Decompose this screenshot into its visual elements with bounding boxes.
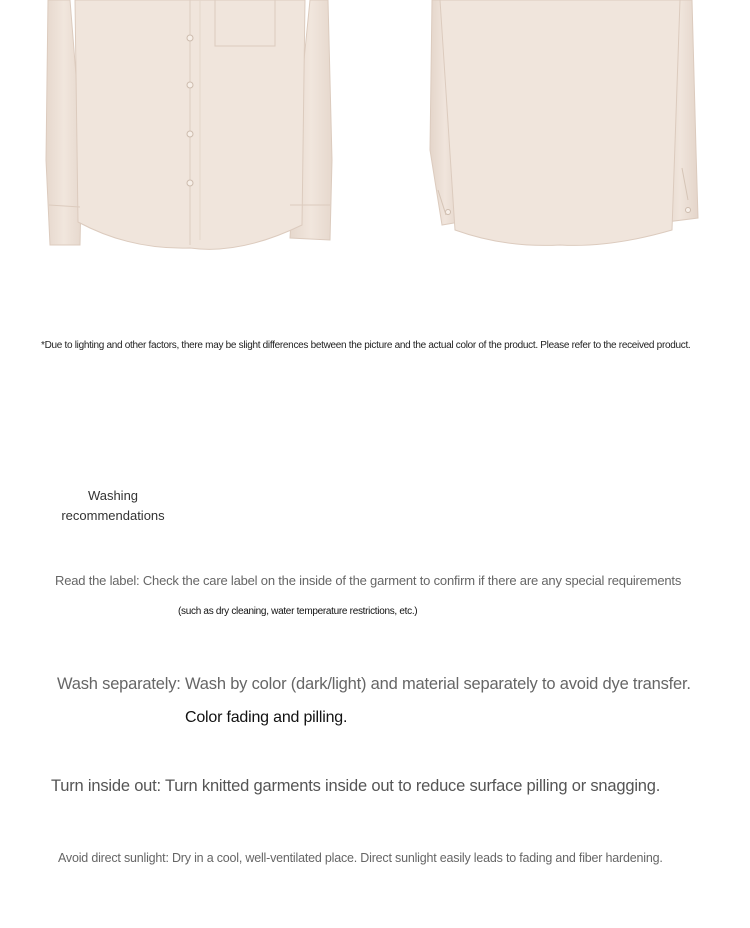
care-turn-inside-out: Turn inside out: Turn knitted garments inside out to reduce surface pilling or snagging. [51, 777, 661, 795]
color-disclaimer: *Due to lighting and other factors, there may be slight differences between the picture and the actual color of the product. Please refer to the received product. [41, 340, 691, 351]
washing-heading-line1: Washing [87, 488, 139, 503]
washing-recommendations-heading [48, 486, 178, 526]
care-avoid-sunlight: Avoid direct sunlight: Dry in a cool, well-ventilated place. Direct sunlight easily leads to fading and fiber hardening. [58, 851, 663, 865]
washing-heading-line2: recommendations [61, 508, 165, 523]
care-read-label-note: (such as dry cleaning, water temperature restrictions, etc.) [178, 606, 418, 617]
shirt-front-image [40, 0, 340, 260]
care-read-label: Read the label: Check the care label on the inside of the garment to confirm if there are any special requirements [55, 573, 682, 588]
shirt-back-image [410, 0, 710, 260]
care-wash-separately-note: Color fading and pilling. [185, 709, 348, 726]
care-wash-separately: Wash separately: Wash by color (dark/light) and material separately to avoid dye transfer. [57, 675, 691, 693]
